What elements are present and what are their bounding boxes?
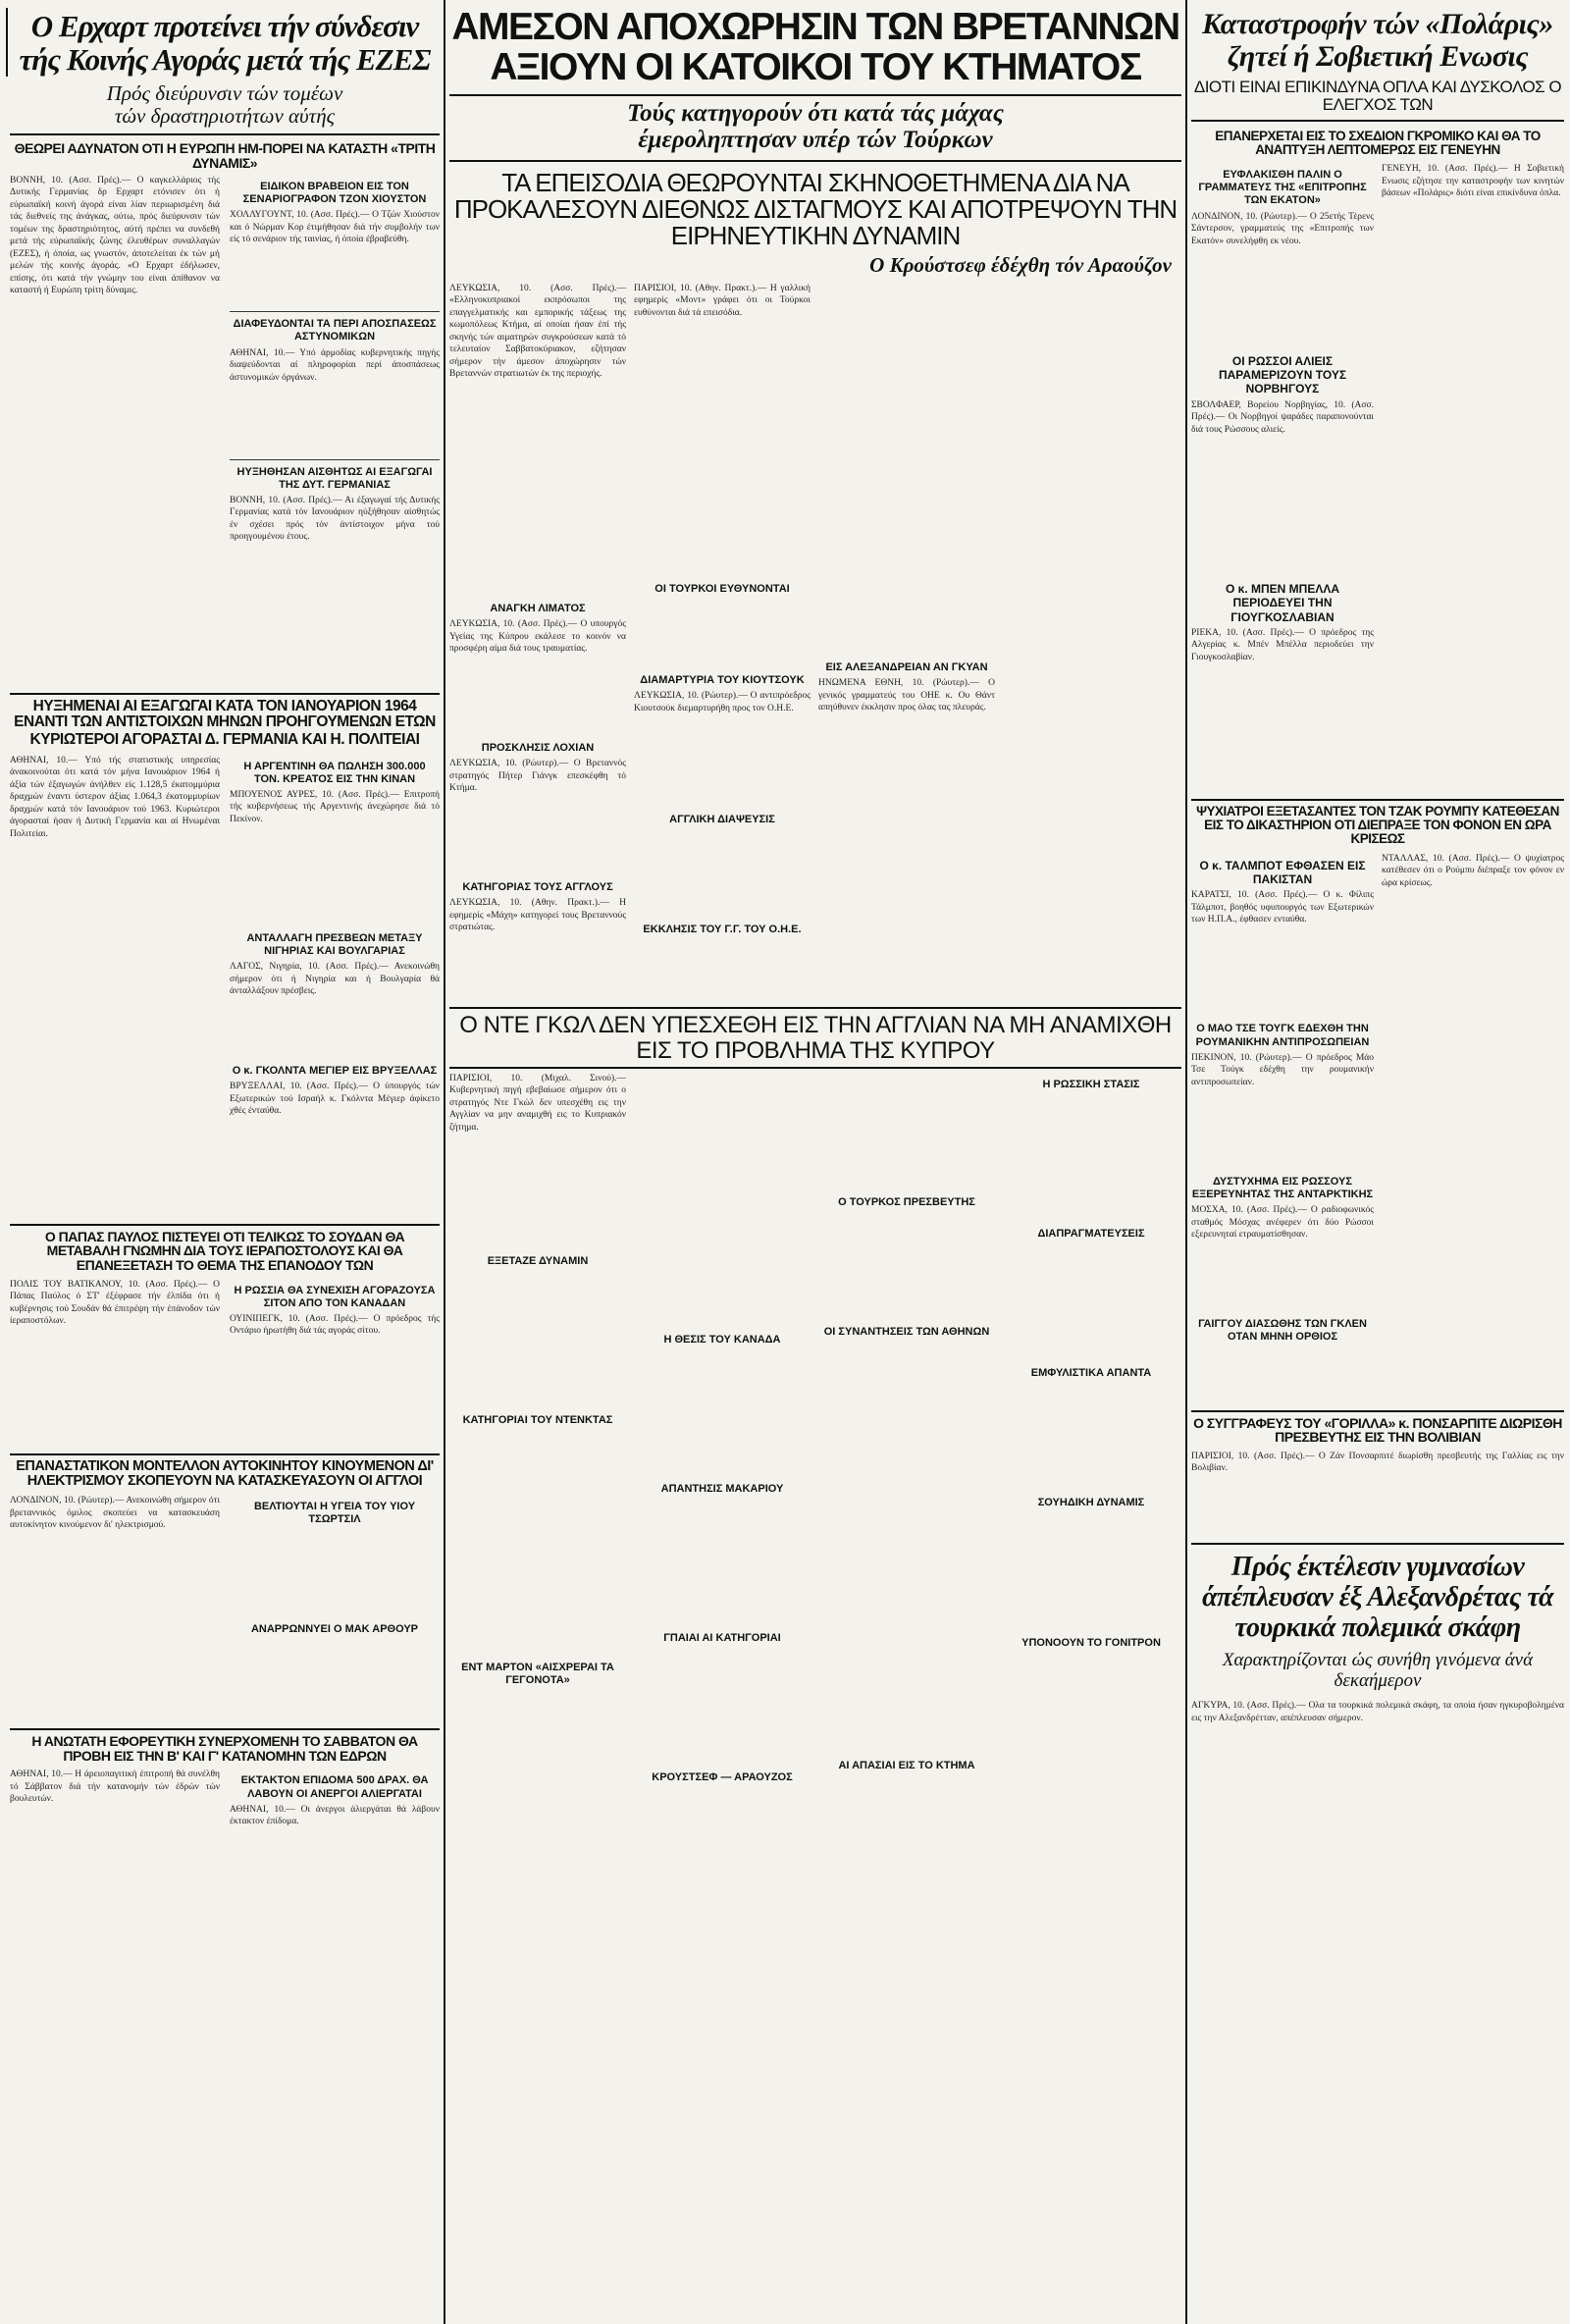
article-heading: ΑΝΤΑΛΛΑΓΗ ΠΡΕΣΒΕΩΝ ΜΕΤΑΞΥ ΝΙΓΗΡΙΑΣ ΚΑΙ ΒΟΥΛΓΑΡΙΑΣ [246,931,423,958]
article-text: ΑΘΗΝΑΙ, 10.— Η άρειοπαγιτική έπιτροπή θά συνέλθη τό Σάββατον διά τήν κατανομήν τών έδρών τών βουλευτών. [10,1769,220,1805]
article-heading: Η ΑΡΓΕΝΤΙΝΗ ΘΑ ΠΩΛΗΣΗ 300.000 ΤΟΝ. ΚΡΕΑΤΟΣ ΕΙΣ ΤΗΝ ΚΙΝΑΝ [243,760,426,785]
article-text: ΚΑΡΑΤΣΙ, 10. (Ασσ. Πρές).— Ο κ. Φίλιπς Τάλμποτ, βοηθός υφυπουργός των Εξωτερικών των Η.Π.Α., έφθασεν ενταύθα. [1191,890,1374,925]
right-column [1191,0,1564,1900]
edge-rule [6,8,8,77]
article-heading: ΟΙ ΣΥΝΑΝΤΗΣΕΙΣ ΤΩΝ ΑΘΗΝΩΝ [823,1325,990,1338]
article-heading: ΓΠΑΙΑΙ ΑΙ ΚΑΤΗΓΟΡΙΑΙ [663,1632,781,1645]
article-text: ΑΓΚΥΡΑ, 10. (Ασσ. Πρές).— Ολα τα τουρκικά πολεμικά σκάφη, τα οποία ήσαν ηγκυροβολημένα εις την Αλεξανδρέτταν, απέπλευσαν σήμερον. [1191,1701,1564,1723]
article-text: ΟΥΙΝΙΠΕΓΚ, 10. (Ασσ. Πρές).— Ο πρόεδρος τής Οντάριο ήρωτήθη διά τάς αγοράς σίτου. [230,1313,440,1337]
article-text: ΓΕΝΕΥΗ, 10. (Ασσ. Πρές).— Η Σοβιετική Ενωσις εζήτησε την καταστροφήν των κινητών βάσεων «Πολάρις» διότι είναι επικίνδυνα όπλα. [1382,164,1564,199]
article-heading: ΗΥΞΗΘΗΣΑΝ ΑΙΣΘΗΤΩΣ ΑΙ ΕΞΑΓΩΓΑΙ ΤΗΣ ΔΥΤ. ΓΕΡΜΑΝΙΑΣ [236,465,433,491]
article-heading: Ο ΤΟΥΡΚΟΣ ΠΡΕΣΒΕΥΤΗΣ [838,1195,975,1208]
article-heading: ΟΙ ΡΩΣΣΟΙ ΑΛΙΕΙΣ ΠΑΡΑΜΕΡΙΖΟΥΝ ΤΟΥΣ ΝΟΡΒΗΓΟΥΣ [1218,353,1347,396]
headline: Ο ΣΥΓΓΡΑΦΕΥΣ ΤΟΥ «ΓΟΡΙΛΛΑ» κ. ΠΟΝΣΑΡΠΙΤΕ ΔΙΩΡΙΣΘΗ ΠΡΕΣΒΕΥΤΗΣ ΕΙΣ ΤΗΝ ΒΟΛΙΒΙΑΝ [1193,1414,1562,1446]
right-subhead: ΔΙΟΤΙ ΕΙΝΑΙ ΕΠΙΚΙΝΔΥΝΑ ΟΠΛΑ ΚΑΙ ΔΥΣΚΟΛΟΣ Ο ΕΛΕΓΧΟΣ ΤΩΝ [1191,79,1564,122]
headline: ΚΥΡΙΩΤΕΡΟΙ ΑΓΟΡΑΣΤΑΙ Δ. ΓΕΡΜΑΝΙΑ ΚΑΙ Η. ΠΟΛΙΤΕΙΑΙ [29,731,420,749]
article-text: ΗΝΩΜΕΝΑ ΕΘΝΗ, 10. (Ρώυτερ).— Ο γενικός γραμματεύς του ΟΗΕ κ. Ου Θάντ απηύθυνεν έκκλησιν προς όλας τας πλευράς. [818,678,995,713]
article-text: ΛΟΝΔΙΝΟΝ, 10. (Ρώυτερ).— Ο 25ετής Τέρενς Σάντερσον, γραμματεύς της «Επιτροπής των Εκατόν» συνελήφθη εκ νέου. [1191,211,1374,246]
column-rule [444,0,445,2324]
article-text: ΛΕΥΚΩΣΙΑ, 10. (Αθην. Πρακτ.).— Η εφημερίς «Μάχη» κατηγορεί τους Βρεταννούς στρατιώτας. [449,898,626,933]
subhead: Χαρακτηρίζονται ώς συνήθη γινόμενα άνά δεκαήμερον [1222,1650,1534,1692]
article-text: ΜΟΣΧΑ, 10. (Ασσ. Πρές).— Ο ραδιοφωνικός σταθμός Μόσχας ανέφερεν ότι δύο Ρώσσοι εξερευνηταί ετραυματίσθησαν. [1191,1205,1374,1241]
article-text: ΛΕΥΚΩΣΙΑ, 10. (Ασσ. Πρές).— Ο υπουργός Υγείας της Κύπρου εκάλεσε το κοινόν να προσφέρη αίμα διά τους τραυματίας. [449,619,626,655]
main-italic-line: Τούς κατηγορούν ότι κατά τάς μάχας [449,94,1181,128]
left-headline: Ο Ερχαρτ προτείνει τήν σύνδεσιν τής Κοινής Αγοράς μετά τής ΕΖΕΣ [19,9,431,78]
article-text: ΠΑΡΙΣΙΟΙ, 10. (Αθην. Πρακτ.).— Η γαλλική εφημερίς «Μοντ» γράφει ότι οι Τούρκοι ευθύνονται διά τά επεισόδια. [634,283,811,318]
article-text: ΛΕΥΚΩΣΙΑ, 10. (Ασσ. Πρές).— «Ελληνοκυπριακοί εκπρόσωποι της επαγγελματικής και εμπορικής τάξεως της κωμοπόλεως Κτήμα, αί οποίαι ήσαν έπί τής σκηνής τών αιματηρών συγκρούσεων κατά τό τελευταίον Σαββατοκύριακον, εζήτησαν σήμερον τήν άμεσον άποχώρησιν τών Βρεταννών στρατιωτών έκ της περιοχής. [449,283,626,380]
article-text: ΛΑΓΟΣ, Νιγηρία, 10. (Ασσ. Πρές).— Ανεκοινώθη σήμερον ότι ή Νιγηρία και ή Βουλγαρία θά άνταλλάξουν πρέσβεις. [230,962,440,997]
main-italic-line: έμεροληπτησαν υπέρ τών Τούρκων [449,127,1181,162]
article-heading: ΔΙΑΜΑΡΤΥΡΙΑ ΤΟΥ ΚΙΟΥΤΣΟΥΚ [640,674,805,687]
article-heading: ΥΠΟΝΟΟΥΝ ΤΟ ΓΟΝΙΤΡΟΝ [1021,1636,1161,1649]
article-heading: ΑΝΑΓΚΗ ΛΙΜΑΤΟΣ [490,602,586,614]
article-heading: ΣΟΥΗΔΙΚΗ ΔΥΝΑΜΙΣ [1037,1497,1145,1509]
article-heading: Ο κ. ΤΑΛΜΠΟΤ ΕΦΘΑΣΕΝ ΕΙΣ ΠΑΚΙΣΤΑΝ [1199,858,1366,886]
headline: ΕΠΑΝΕΡΧΕΤΑΙ ΕΙΣ ΤΟ ΣΧΕΔΙΟΝ ΓΚΡΟΜΙΚΟ ΚΑΙ ΘΑ ΤΟ ΑΝΑΠΤΥΞΗ ΛΕΠΤΟΜΕΡΩΣ ΕΙΣ ΓΕΝΕΥΗΝ [1215,128,1541,157]
headline: Ο ΠΑΠΑΣ ΠΑΥΛΟΣ ΠΙΣΤΕΥΕΙ ΟΤΙ ΤΕΛΙΚΩΣ ΤΟ ΣΟΥΔΑΝ ΘΑ ΜΕΤΑΒΑΛΗ ΓΝΩΜΗΝ ΔΙΑ ΤΟΥΣ ΙΕΡΑΠΟΣΤΟΛΟΥΣ ΚΑΙ ΘΑ ΕΠΑΝΕΞΕΤΑΣΗ ΤΟ ΘΕΜΑ ΤΗΣ ΕΠΑΝΟΔΟΥ ΤΩΝ [44,1228,405,1273]
article-text: ΛΕΥΚΩΣΙΑ, 10. (Ρώυτερ).— Ο Βρεταννός στρατηγός Πήτερ Γιάνγκ επεσκέφθη τό Κτήμα. [449,759,626,794]
right-headline: Καταστροφήν τών «Πολάρις» ζητεί ή Σοβιετική Ενωσις [1202,8,1553,73]
article-heading: Η ΡΩΣΣΙΚΗ ΣΤΑΣΙΣ [1042,1078,1140,1090]
article-text: ΣΒΟΛΦΑΕΡ, Βορείου Νορβηγίας, 10. (Ασσ. Πρές).— Οι Νορβηγοί ψαράδες παραπονούνται διά τους Ρώσσους αλιείς. [1191,399,1374,435]
article-text: ΑΘΗΝΑΙ, 10.— Υπό τής στατιστικής υπηρεσίας άνακοινούται ότι κατά τόν μήνα Ιανουάριον 1964 ή άξία τών έξαγωγών άνήλθεν είς 1.128,5 έκατομμύρια δραχμών έναντι ύστερον άξίας 1.064,3 έκατομμυρίων δραχμών κατά τόν Ιανουάριον τού 1963. Κυριώτεροι άγορασταί ήσαν ή Δυτική Γερμανία και αί Ηνωμέναι Πολιτείαι. [10,755,220,839]
headline: ΕΠΑΝΑΣΤΑΤΙΚΟΝ ΜΟΝΤΕΛΛΟΝ ΑΥΤΟΚΙΝΗΤΟΥ ΚΙΝΟΥΜΕΝΟΝ ΔΙ' ΗΛΕΚΤΡΙΣΜΟΥ ΣΚΟΠΕΥΟΥΝ ΝΑ ΚΑΤΑΣΚΕΥΑΣΟΥΝ ΟΙ ΑΓΓΛΟΙ [16,1457,434,1489]
italic-subhead: Ο Κρούστσεφ έδέχθη τόν Αραούζον [869,252,1172,277]
article-heading: ΒΕΛΤΙΟΥΤΑΙ Η ΥΓΕΙΑ ΤΟΥ ΥΙΟΥ ΤΣΩΡΤΣΙΛ [253,1501,416,1526]
article-heading: Η ΘΕΣΙΣ ΤΟΥ ΚΑΝΑΔΑ [663,1333,781,1346]
article-heading: ΠΡΟΣΚΛΗΣΙΣ ΛΟΧΙΑΝ [481,742,595,755]
article-text: ΜΠΟΥΕΝΟΣ ΑΥΡΕΣ, 10. (Ασσ. Πρές).— Επιτροπή τής κυβερνήσεως τής Αργεντινής άνεχώρησε διά τό Πεκίνον. [230,789,440,824]
article-text: ΛΟΝΔΙΝΟΝ, 10. (Ρώυτερ).— Ανεκοινώθη σήμερον ότι βρεταννικός όμιλος σκοπεύει να κατασκευάση αυτοκίνητον κινούμενον δι' ηλεκτρισμού. [10,1496,220,1531]
headline: Πρός έκτέλεσιν γυμνασίων άπέπλευσαν έξ Αλεξανδρέτας τά τουρκικά πολεμικά σκάφη [1202,1551,1553,1643]
article-heading: ΕΚΤΑΚΤΟΝ ΕΠΙΔΟΜΑ 500 ΔΡΑΧ. ΘΑ ΛΑΒΟΥΝ ΟΙ ΑΝΕΡΓΟΙ ΑΛΙΕΡΓΑΤΑΙ [240,1774,429,1800]
article-heading: Ο ΜΑΟ ΤΣΕ ΤΟΥΓΚ ΕΔΕΧΘΗ ΤΗΝ ΡΟΥΜΑΝΙΚΗΝ ΑΝΤΙΠΡΟΣΩΠΕΙΑΝ [1195,1023,1370,1048]
article-heading: ΚΡΟΥΣΤΣΕΦ — ΑΡΑΟΥΖΟΣ [652,1771,793,1784]
article-heading: ΔΙΑΠΡΑΓΜΑΤΕΥΣΕΙΣ [1037,1227,1145,1240]
article-heading: Ο κ. ΜΠΕΝ ΜΠΕΛΛΑ ΠΕΡΙΟΔΕΥΕΙ ΤΗΝ ΓΙΟΥΓΚΟΣΛΑΒΙΑΝ [1225,581,1340,624]
article-text: ΧΟΛΛΥΓΟΥΝΤ, 10. (Ασσ. Πρές).— Ο Τζών Χιούστον και ό Νώρμαν Κορ έτιμήθησαν διά τήν συμβολήν των είς τό σενάριον τής ταινίας, ή όποία έβραβεύθη. [230,210,440,245]
big-headline: ΤΑ ΕΠΕΙΣΟΔΙΑ ΘΕΩΡΟΥΝΤΑΙ ΣΚΗΝΟΘΕΤΗΜΕΝΑ ΔΙΑ ΝΑ ΠΡΟΚΑΛΕΣΟΥΝ ΔΙΕΘΝΩΣ ΔΙΣΤΑΓΜΟΥΣ ΚΑΙ ΑΠΟΤΡΕΨΟΥΝ ΤΗΝ ΕΙΡΗΝΕΥΤΙΚΗΝ ΔΥΝΑΜΙΝ [453,167,1178,251]
column-rule [1185,0,1187,2324]
article-text: ΒΡΥΞΕΛΛΑΙ, 10. (Ασσ. Πρές).— Ο ύπουργός τών Εξωτερικών τού Ισραήλ κ. Γκόλντα Μέγιερ άφίκετο χθές ένταύθα. [230,1082,440,1117]
article-heading: ΕΝΤ ΜΑΡΤΟΝ «ΑΙΣΧΡΕΡΑΙ ΤΑ ΓΕΓΟΝΟΤΑ» [461,1662,614,1687]
article-heading: Η ΡΩΣΣΙΑ ΘΑ ΣΥΝΕΧΙΣΗ ΑΓΟΡΑΖΟΥΣΑ ΣΙΤΟΝ ΑΠΟ ΤΟΝ ΚΑΝΑΔΑΝ [234,1284,436,1309]
article-heading: ΚΑΤΗΓΟΡΙΑΣ ΤΟΥΣ ΑΓΓΛΟΥΣ [462,881,613,894]
article-text: ΠΑΡΙΣΙΟΙ, 10. (Μιχαλ. Σινού).— Κυβερνητική πηγή εβεβαίωσε σήμερον ότι ο στρατηγός Ντε Γκώλ δεν υπεσχέθη εις την Αγγλίαν να μην αναμιχθή εις το Κυπριακόν ζήτημα. [449,1073,626,1133]
article-text: ΑΘΗΝΑΙ, 10.— Οι άνεργοι άλιεργάται θά λάβουν έκτακτον έπίδομα. [230,1804,440,1827]
article-heading: ΑΓΓΛΙΚΗ ΔΙΑΨΕΥΣΙΣ [669,814,775,826]
article-heading: ΕΚΚΛΗΣΙΣ ΤΟΥ Γ.Γ. ΤΟΥ Ο.Η.Ε. [643,924,802,936]
article-text: ΒΟΝΝΗ, 10. (Ασσ. Πρές).— Ο καγκελλάριος τής Δυτικής Γερμανίας δρ Ερχαρτ ετόνισεν ότι ή εύρωπαϊκή κοινή άγορά είναι λίαν περιωρισμένη διά τάς διεθνείς της άνάγκας, ούτω, πρός διεύρυνσιν τών τομέων της δραστηριότητος, αύτή πρέπει να συνδεθή μετά τής εύρωπαϊκής ζώνης έλευθέρων συναλλαγών (ΕΖΕΣ), ή όποία, ως γνωστόν, άποτελείται έκ τών μή μελών τής κοινής άγοράς. «Ο Ερχαρτ έδήλωσεν, επίσης, ότι κατά τήν γνώμην του είναι άπίθανον να καταστή ή Ευρώπη τρίτη δύναμις. [10,175,220,296]
headline: ΗΥΞΗΜΕΝΑΙ ΑΙ ΕΞΑΓΩΓΑΙ ΚΑΤΑ ΤΟΝ ΙΑΝΟΥΑΡΙΟΝ 1964 ΕΝΑΝΤΙ ΤΩΝ ΑΝΤΙΣΤΟΙΧΩΝ ΜΗΝΩΝ ΠΡΟΗΓΟΥΜΕΝΩΝ ΕΤΩΝ [14,697,436,731]
article-heading: ΕΜΦΥΛΙΣΤΙΚΑ ΑΠΑΝΤΑ [1030,1367,1152,1380]
article-heading: ΓΑΙΓΓΟΥ ΔΙΑΣΩΘΗΣ ΤΩΝ ΓΚΛΕΝ ΟΤΑΝ ΜΗΝΗ ΟΡΘΙΟΣ [1198,1318,1367,1344]
left-subhead: Πρός διεύρυνσιν τών τομέων [106,81,343,106]
article-text: ΡΙΕΚΑ, 10. (Ασσ. Πρές).— Ο πρόεδρος της Αλγερίας κ. Μπέν Μπέλλα περιοδεύει την Γιουγκοσλαβίαν. [1191,627,1374,662]
article-heading: ΔΙΑΦΕΥΔΟΝΤΑΙ ΤΑ ΠΕΡΙ ΑΠΟΣΠΑΣΕΩΣ ΑΣΤΥΝΟΜΙΚΩΝ [233,318,437,343]
section-headline: Ο ΝΤΕ ΓΚΩΛ ΔΕΝ ΥΠΕΣΧΕΘΗ ΕΙΣ ΤΗΝ ΑΓΓΛΙΑΝ ΝΑ ΜΗ ΑΝΑΜΙΧΘΗ ΕΙΣ ΤΟ ΠΡΟΒΛΗΜΑ ΤΗΣ ΚΥΠΡΟΥ [459,1012,1172,1064]
article-text: ΑΘΗΝΑΙ, 10.— Υπό άρμοδίας κυβερνητικής πηγής διαψεύδονται αί πληροφορίαι περί άποσπάσεως άστυνομικών όργάνων. [230,347,440,383]
left-subhead: τών δραστηριοτήτων αύτής [10,105,440,135]
article-heading: Ο κ. ΓΚΟΛΝΤΑ ΜΕΓΙΕΡ ΕΙΣ ΒΡΥΞΕΛΛΑΣ [232,1065,438,1078]
article-heading: ΕΙΣ ΑΛΕΞΑΝΔΡΕΙΑΝ ΑΝ ΓΚΥΑΝ [825,660,988,673]
article-text: ΠΟΛΙΣ ΤΟΥ ΒΑΤΙΚΑΝΟΥ, 10. (Ασσ. Πρές).— Ο Πάπας Παύλος ό ΣΤ' έξέφρασε τήν έλπίδα ότι ή κυβέρνησις τού Σουδάν θά έπιτρέψη τήν έπάνοδον τών ίεραποστόλων. [10,1279,220,1327]
article-heading: ΑΠΑΝΤΗΣΙΣ ΜΑΚΑΡΙΟΥ [660,1482,784,1495]
main-headline: ΑΜΕΣΟΝ ΑΠΟΧΩΡΗΣΙΝ ΤΩΝ ΒΡΕΤΑΝΝΩΝ ΑΞΙΟΥΝ ΟΙ ΚΑΤΟΙΚΟΙ ΤΟΥ ΚΤΗΜΑΤΟΣ [451,6,1179,88]
article-text: ΛΕΥΚΩΣΙΑ, 10. (Ρώυτερ).— Ο αντιπρόεδρος Κιουτσούκ διεμαρτυρήθη προς τον Ο.Η.Ε. [634,691,811,713]
headline: ΨΥΧΙΑΤΡΟΙ ΕΞΕΤΑΣΑΝΤΕΣ ΤΟΝ ΤΖΑΚ ΡΟΥΜΠΥ ΚΑΤΕΘΕΣΑΝ ΕΙΣ ΤΟ ΔΙΚΑΣΤΗΡΙΟΝ ΟΤΙ ΔΙΕΠΡΑΞΕ ΤΟΝ ΦΟΝΟΝ ΕΝ ΩΡΑ ΚΡΙΣΕΩΣ [1196,804,1559,847]
center-column [449,0,1181,1788]
article-heading: ΟΙ ΤΟΥΡΚΟΙ ΕΥΘΥΝΟΝΤΑΙ [654,582,790,595]
article-heading: ΚΑΤΗΓΟΡΙΑΙ ΤΟΥ ΝΤΕΝΚΤΑΣ [462,1413,613,1426]
article-heading: ΕΞΕΤΑΖΕ ΔΥΝΑΜΙΝ [487,1254,589,1267]
article-text: ΠΑΡΙΣΙΟΙ, 10. (Ασσ. Πρές).— Ο Ζάν Πονσαρπιτέ διωρίσθη πρεσβευτής της Γαλλίας εις την Βολιβίαν. [1191,1451,1564,1474]
headline: Η ΑΝΩΤΑΤΗ ΕΦΟΡΕΥΤΙΚΗ ΣΥΝΕΡΧΟΜΕΝΗ ΤΟ ΣΑΒΒΑΤΟΝ ΘΑ ΠΡΟΒΗ ΕΙΣ ΤΗΝ Β' ΚΑΙ Γ' ΚΑΤΑΝΟΜΗΝ ΤΩΝ ΕΔΡΩΝ [31,1733,418,1764]
article-text: ΠΕΚΙΝΟΝ, 10. (Ρώυτερ).— Ο πρόεδρος Μάο Τσε Τούγκ εδέχθη την ρουμανικήν αντιπροσωπείαν. [1191,1052,1374,1087]
article-heading: ΑΝΑΡΡΩΝΝΥΕΙ Ο ΜΑΚ ΑΡΘΟΥΡ [250,1623,419,1636]
article-heading: ΕΙΔΙΚΟΝ ΒΡΑΒΕΙΟΝ ΕΙΣ ΤΟΝ ΣΕΝΑΡΙΟΓΡΑΦΟΝ ΤΖΟΝ ΧΙΟΥΣΤΟΝ [242,180,427,205]
article-text: ΝΤΑΛΛΑΣ, 10. (Ασσ. Πρές).— Ο ψυχίατρος κατέθεσεν ότι ο Ρούμπυ διέπραξε τον φόνον εν ώρα κρίσεως. [1382,853,1564,888]
headline: ΘΕΩΡΕΙ ΑΔΥΝΑΤΟΝ ΟΤΙ Η ΕΥΡΩΠΗ ΗΜ-ΠΟΡΕΙ ΝΑ ΚΑΤΑΣΤΗ «ΤΡΙΤΗ ΔΥΝΑΜΙΣ» [14,140,436,172]
left-column [10,0,440,1920]
article-heading: ΔΥΣΤΥΧΗΜΑ ΕΙΣ ΡΩΣΣΟΥΣ ΕΞΕΡΕΥΝΗΤΑΣ ΤΗΣ ΑΝΤΑΡΚΤΙΚΗΣ [1191,1175,1374,1200]
article-heading: ΕΥΦΛΑΚΙΣΘΗ ΠΑΛΙΝ Ο ΓΡΑΜΜΑΤΕΥΣ ΤΗΣ «ΕΠΙΤΡΟΠΗΣ ΤΩΝ ΕΚΑΤΟΝ» [1198,169,1367,207]
article-heading: ΑΙ ΑΠΑΣΙΑΙ ΕΙΣ ΤΟ ΚΤΗΜΑ [838,1760,975,1772]
article-text: ΒΟΝΝΗ, 10. (Ασσ. Πρές).— Αι έξαγωγαί τής Δυτικής Γερμανίας κατά τόν Ιανουάριον ηύξήθησαν αίσθητώς έν σχέσει πρός τόν άντίστοιχον μήνα τού προηγουμένου έτους. [230,495,440,543]
